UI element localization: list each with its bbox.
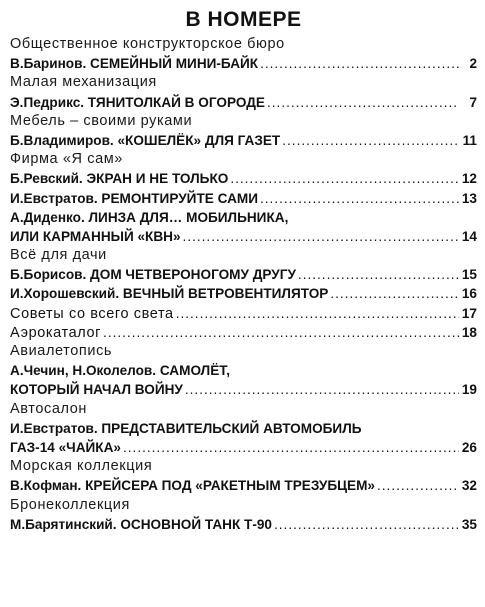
toc-entry bbox=[10, 227, 477, 246]
article-title: Б.Борисов. ДОМ ЧЕТВЕРОНОГОМУ ДРУГУ bbox=[10, 267, 296, 283]
page-number: 11 bbox=[462, 132, 477, 148]
dot-leader bbox=[176, 304, 459, 323]
toc-entry bbox=[10, 515, 477, 534]
section-heading: Фирма «Я сам» bbox=[10, 151, 123, 168]
article-title: В.Кофман. КРЕЙСЕРА ПОД «РАКЕТНЫМ ТРЕЗУБЦЕМ» bbox=[10, 478, 375, 494]
dot-leader bbox=[103, 323, 459, 342]
dot-leader bbox=[282, 131, 459, 150]
section-heading: Всё для дачи bbox=[10, 247, 107, 264]
toc-entry bbox=[10, 323, 477, 342]
article-title: В.Баринов. СЕМЕЙНЫЙ МИНИ-БАЙК bbox=[10, 56, 259, 72]
article-title: М.Барятинский. ОСНОВНОЙ ТАНК Т-90 bbox=[10, 516, 272, 532]
section-heading: Авиалетопись bbox=[10, 343, 113, 359]
page-number: 17 bbox=[461, 305, 477, 321]
toc-entry bbox=[10, 265, 477, 284]
dot-leader bbox=[185, 380, 459, 399]
toc-page bbox=[0, 7, 485, 607]
table-of-contents bbox=[10, 35, 477, 534]
page-number: 2 bbox=[469, 56, 477, 72]
article-title: И.Евстратов. ПРЕДСТАВИТЕЛЬСКИЙ АВТОМОБИЛЬ bbox=[10, 420, 362, 436]
dot-leader bbox=[267, 93, 459, 112]
article-title: А.Чечин, Н.Околелов. САМОЛЁТ, bbox=[10, 363, 231, 379]
page-title: В НОМЕРЕ bbox=[185, 8, 302, 31]
article-title: КОТОРЫЙ НАЧАЛ ВОЙНУ bbox=[10, 382, 183, 398]
page-number: 18 bbox=[461, 324, 477, 340]
dot-leader bbox=[260, 54, 459, 73]
dot-leader bbox=[330, 284, 459, 303]
page-number: 12 bbox=[461, 171, 477, 187]
toc-entry bbox=[10, 284, 477, 303]
article-title-line bbox=[10, 361, 477, 380]
page-number: 16 bbox=[461, 286, 477, 302]
article-title: Б.Ревский. ЭКРАН И НЕ ТОЛЬКО bbox=[10, 171, 229, 187]
section-heading: Автосалон bbox=[10, 400, 88, 417]
page-number: 32 bbox=[461, 478, 477, 494]
dot-leader bbox=[260, 189, 459, 208]
dot-leader bbox=[377, 476, 459, 495]
article-title: ГАЗ-14 «ЧАЙКА» bbox=[10, 439, 121, 455]
section-heading: Морская коллекция bbox=[10, 458, 153, 475]
toc-entry bbox=[10, 476, 477, 495]
article-title: И.Евстратов. РЕМОНТИРУЙТЕ САМИ bbox=[10, 190, 258, 206]
article-title: Э.Педрикс. ТЯНИТОЛКАЙ В ОГОРОДЕ bbox=[10, 94, 265, 110]
toc-entry bbox=[10, 380, 477, 399]
dot-leader bbox=[123, 438, 459, 457]
section-heading: Мебель – своими руками bbox=[10, 112, 193, 129]
toc-entry bbox=[10, 54, 477, 73]
page-number: 26 bbox=[461, 439, 477, 455]
article-title: И.Хорошевский. ВЕЧНЫЙ ВЕТРОВЕНТИЛЯТОР bbox=[10, 286, 329, 302]
article-title: А.Диденко. ЛИНЗА ДЛЯ… МОБИЛЬНИКА, bbox=[10, 209, 289, 225]
toc-entry bbox=[10, 189, 477, 208]
section-heading: Бронеколлекция bbox=[10, 496, 130, 513]
toc-entry bbox=[10, 131, 477, 150]
dot-leader bbox=[183, 227, 459, 246]
page-number: 35 bbox=[461, 516, 477, 532]
article-title: Б.Владимиров. «КОШЕЛЁК» ДЛЯ ГАЗЕТ bbox=[10, 132, 281, 148]
page-number: 13 bbox=[461, 190, 477, 206]
toc-entry bbox=[10, 438, 477, 457]
article-title: ИЛИ КАРМАННЫЙ «КВН» bbox=[10, 228, 181, 244]
section-heading: Советы со всего света bbox=[10, 305, 174, 322]
page-number: 7 bbox=[469, 94, 477, 110]
toc-entry bbox=[10, 304, 477, 323]
page-number: 19 bbox=[461, 382, 477, 398]
article-title-line bbox=[10, 419, 477, 438]
section-heading: Малая механизация bbox=[10, 74, 157, 91]
article-title-line bbox=[10, 208, 477, 227]
toc-entry bbox=[10, 169, 477, 188]
dot-leader bbox=[274, 515, 459, 534]
dot-leader bbox=[298, 265, 459, 284]
section-heading: Общественное конструкторское бюро bbox=[10, 36, 285, 52]
toc-entry bbox=[10, 93, 477, 112]
dot-leader bbox=[230, 169, 459, 188]
section-heading: Аэрокаталог bbox=[10, 324, 102, 341]
page-number: 15 bbox=[461, 267, 477, 283]
page-number: 14 bbox=[461, 228, 477, 244]
